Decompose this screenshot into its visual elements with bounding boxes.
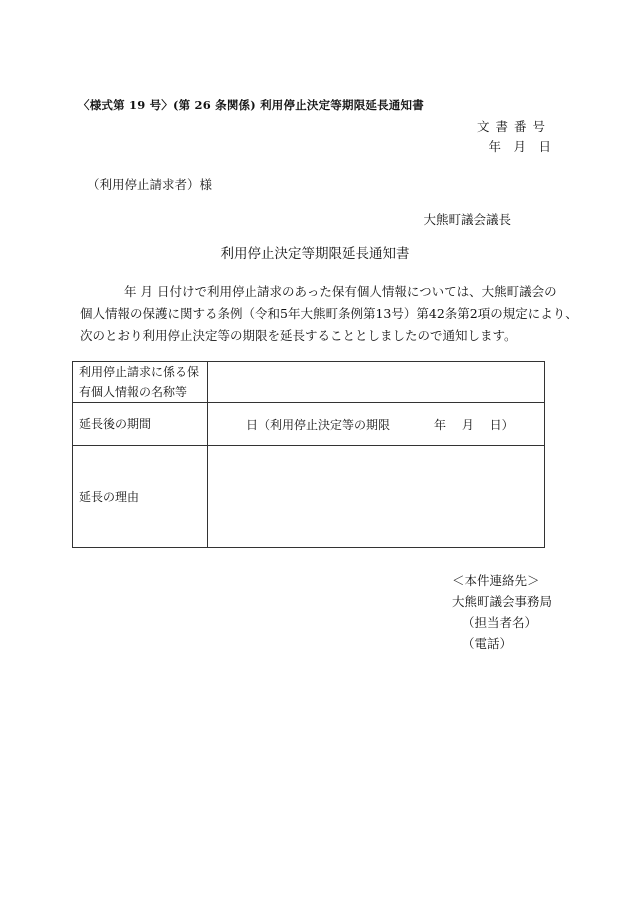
table-row [73,362,545,403]
document-number-label: 文書番号 [476,119,551,134]
form-reference: 〈様式第 19 号〉(第 26 条関係) 利用停止決定等期限延長通知書 [78,98,424,112]
contact-office: 大熊町議会事務局 [452,594,553,609]
table-row [73,446,545,548]
contact-phone: （電話） [462,636,513,651]
addressee: （利用停止請求者）様 [87,177,213,192]
extended-period-date: 年 月 日） [434,417,514,432]
body-line-2: 個人情報の保護に関する条例（令和5年大熊町条例第13号）第42条第2項の規定により、 [80,306,578,321]
extension-reason-label: 延長の理由 [73,446,208,548]
info-name-value [208,362,545,403]
document-title: 利用停止決定等期限延長通知書 [220,246,410,262]
extended-period-label: 延長後の期間 [73,403,208,446]
contact-heading: ＜本件連絡先＞ [452,573,540,588]
table-row [73,403,545,446]
extended-period-value [208,403,545,446]
extension-details-table [72,361,545,548]
contact-block [452,570,552,654]
info-name-label: 利用停止請求に係る保有個人情報の名称等 [73,362,208,403]
body-paragraph [80,281,578,347]
contact-person: （担当者名） [462,615,538,630]
issuer: 大熊町議会議長 [423,212,511,227]
document-date-label: 年 月 日 [488,139,551,154]
body-line-1: 年 月 日付けで利用停止請求のあった保有個人情報については、大熊町議会の [124,284,557,299]
extended-period-day: 日（利用停止決定等の期限 [246,417,391,432]
extension-reason-value [208,446,545,548]
body-line-3: 次のとおり利用停止決定等の期限を延長することとしましたので通知します。 [80,328,517,343]
